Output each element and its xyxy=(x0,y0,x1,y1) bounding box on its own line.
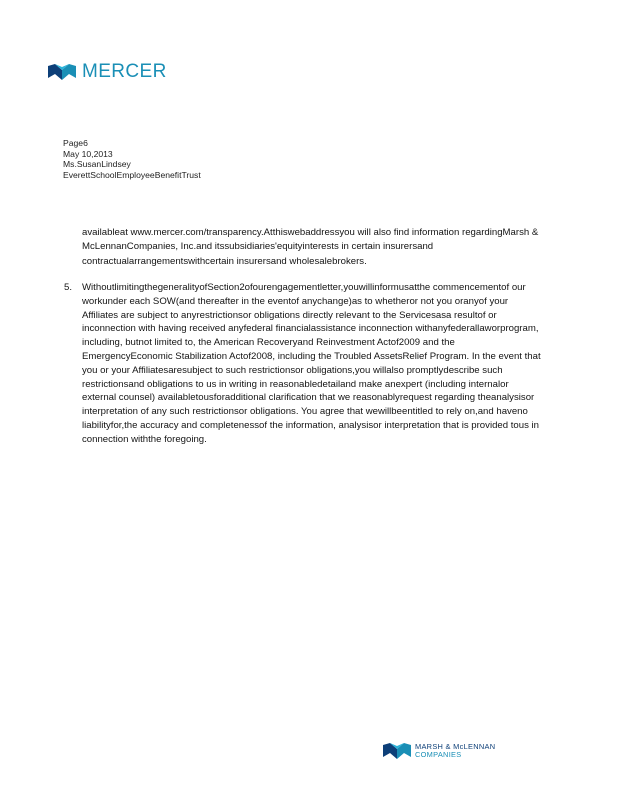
marsh-mclennan-logo-icon xyxy=(383,743,411,759)
marsh-mclennan-logo xyxy=(383,743,495,759)
recipient-name: Ms.SusanLindsey xyxy=(63,159,131,169)
mercer-logo-icon xyxy=(48,64,76,80)
footer-logo-line2: COMPANIES xyxy=(415,750,462,760)
numbered-item xyxy=(64,281,544,447)
page-number: Page6 xyxy=(63,138,88,148)
mercer-logo-text: MERCER xyxy=(82,61,167,82)
footer-logo-line1: MARSH & McLENNAN xyxy=(415,742,496,751)
item-number: 5. xyxy=(64,282,73,293)
recipient-organization: EverettSchoolEmployeeBenefitTrust xyxy=(63,169,201,180)
paragraph-text: availableat www.mercer.com/transparency.Atthiswebaddressyou will also find information regardingMarsh & McLennanCompanies, Inc.and itssubsidiaries'equityinterests in certain insurersand contractualarrangementswithcertain insurersand wholesalebrokers. xyxy=(82,227,539,267)
body-paragraph xyxy=(82,226,542,269)
item-text: WithoutlimitingthegeneralityofSection2ofourengagementletter,youwillinformusatthe commencementof our workunder each SOW(and thereafter in the eventof anychange)as to whetheror not you oranyof your Affiliates are subject to anyrestrictionsor obligations directly relevant to the Servicesasa resultof or inconnection with having received anyfederal financialassistance inconnection withanyfederallaworprogram, including, butnot limited to, the American Recoveryand Reinvestment Actof2009 and the EmergencyEconomic Stabilization Actof2008, including the Troubled AssetsRelief Program. In the event that you or your Affiliatesaresubject to such restrictionsor obligations,you willalso promptlydescribe such restrictionsand obligations to us in writing in reasonabledetailand make anexpert (including internalor external counsel) availabletousforadditional clarification that we reasonablyrequest regarding theanalysisor interpretation of any such restrictionsor obligations. You agree that wewillbeentitled to rely on,and haveno liabilityfor,the accuracy and completenessof the information, analysisor interpretation that is provided tous in connection withthe foregoing. xyxy=(82,282,541,445)
letter-header xyxy=(63,138,201,180)
mercer-logo xyxy=(48,62,167,82)
letter-date: May 10,2013 xyxy=(63,148,113,159)
